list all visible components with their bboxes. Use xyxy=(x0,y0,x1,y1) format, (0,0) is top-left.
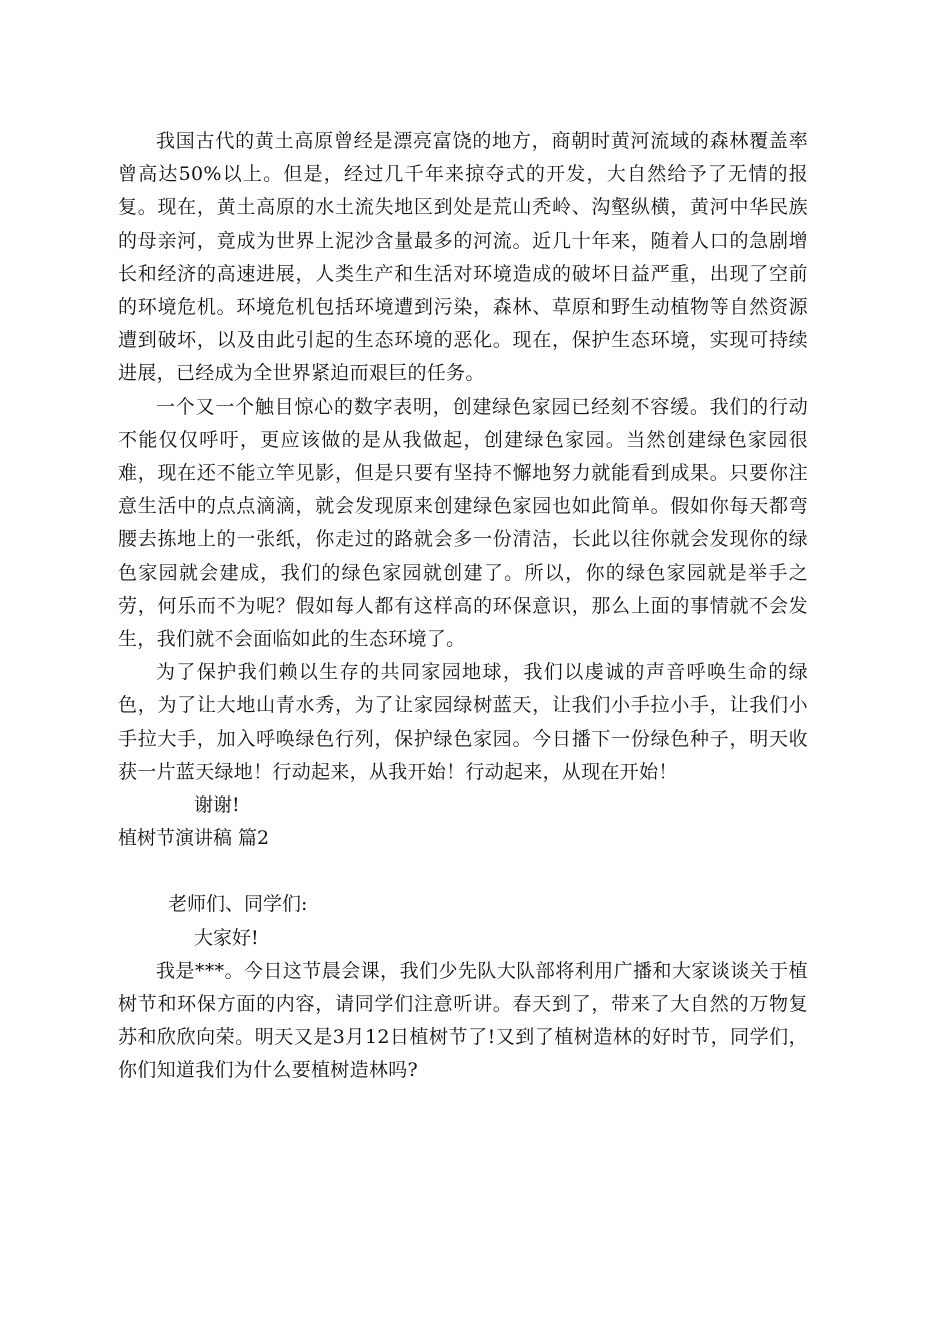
paragraph-green-home: 一个又一个触目惊心的数字表明，创建绿色家园已经刻不容缓。我们的行动不能仅仅呼吁，更应该做的是从我做起，创建绿色家园。当然创建绿色家园很难，现在还不能立竿见影，但是只要有坚持不懈地努力就能看到成果。只要你注意生活中的点点滴滴，就会发现原来创建绿色家园也如此简单。假如你每天都弯腰去拣地上的一张纸，你走过的路就会多一份清洁，长此以往你就会发现你的绿色家园就会建成，我们的绿色家园就创建了。所以，你的绿色家园就是举手之劳，何乐而不为呢？假如每人都有这样高的环保意识，那么上面的事情就不会发生，我们就不会面临如此的生态环境了。 xyxy=(118,395,808,651)
paragraph-call-to-action: 为了保护我们赖以生存的共同家园地球，我们以虔诚的声音呼唤生命的绿色，为了让大地山青水秀，为了让家园绿树蓝天，让我们小手拉小手，让我们小手拉大手，加入呼唤绿色行列，保护绿色家园。今日播下一份绿色种子，明天收获一片蓝天绿地！行动起来，从我开始！行动起来，从现在开始！ xyxy=(118,661,808,783)
salutation: 老师们、同学们: xyxy=(168,893,308,916)
paragraph-arbor-day-intro: 我是***。今日这节晨会课，我们少先队大队部将利用广播和大家谈谈关于植树节和环保方面的内容，请同学们注意听讲。春天到了，带来了大自然的万物复苏和欣欣向荣。明天又是3月12日植树节了!又到了植树造林的好时节，同学们，你们知道我们为什么要植树造林吗? xyxy=(118,959,808,1082)
greeting: 大家好! xyxy=(194,926,259,949)
section-title: 植树节演讲稿 篇2 xyxy=(118,827,270,850)
thanks-line: 谢谢! xyxy=(194,794,240,817)
paragraph-loess-plateau: 我国古代的黄土高原曾经是漂亮富饶的地方，商朝时黄河流域的森林覆盖率曾高达50%以上。但是，经过几千年来掠夺式的开发，大自然给予了无情的报复。现在，黄土高原的水土流失地区到处是荒山秃岭、沟壑纵横，黄河中华民族的母亲河，竟成为世界上泥沙含量最多的河流。近几十年来，随着人口的急剧增长和经济的高速进展，人类生产和生活对环境造成的破坏日益严重，出现了空前的环境危机。环境危机包括环境遭到污染，森林、草原和野生动植物等自然资源遭到破坏，以及由此引起的生态环境的恶化。现在，保护生态环境，实现可持续进展，已经成为全世界紧迫而艰巨的任务。 xyxy=(118,130,808,385)
document-page xyxy=(118,125,808,1088)
blank-line xyxy=(118,855,808,888)
